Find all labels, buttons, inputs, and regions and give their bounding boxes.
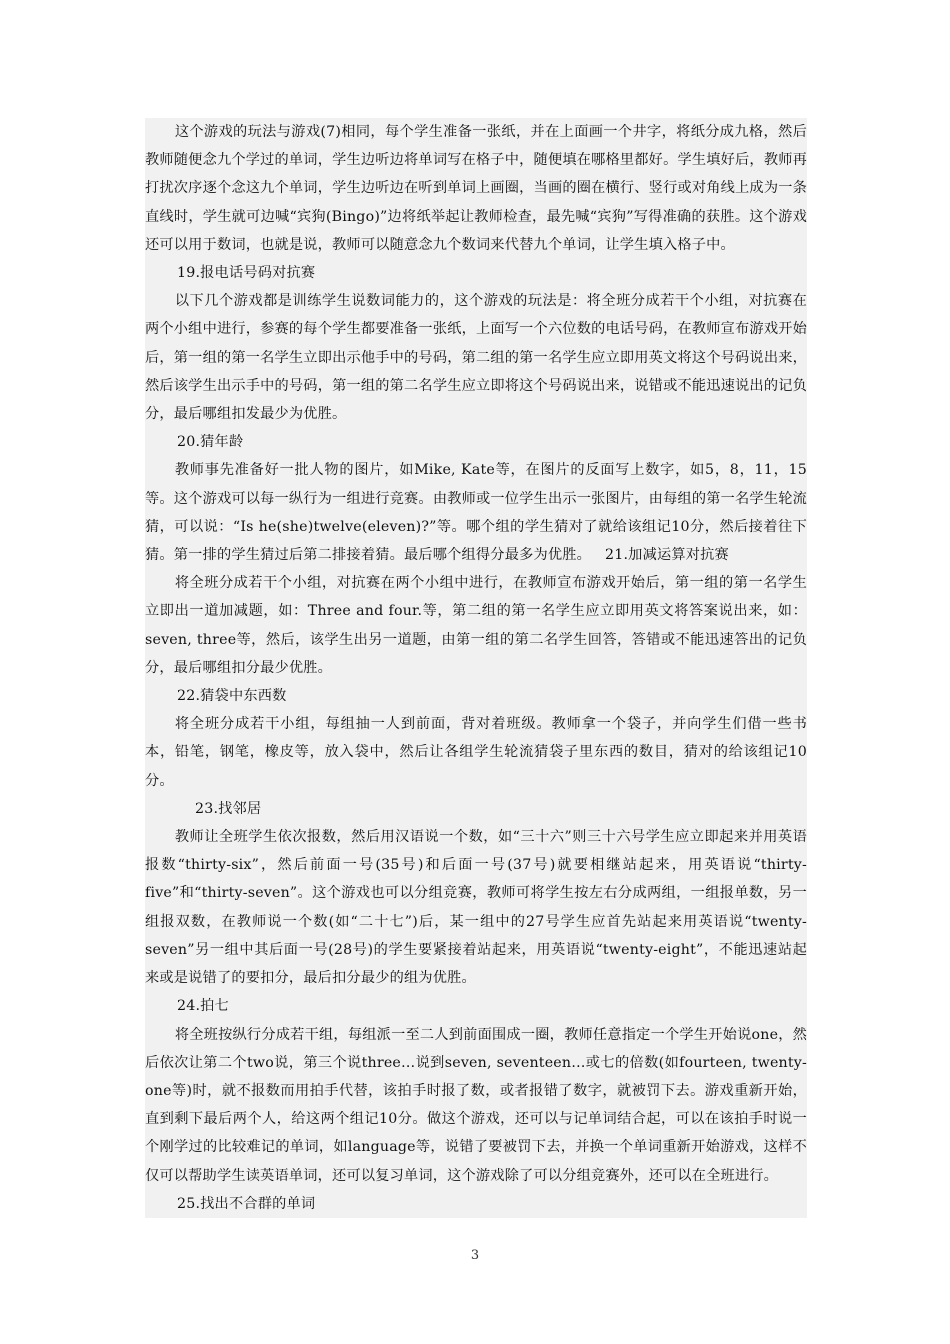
paragraph-guess-age-text: 教师事先准备好一批人物的图片，如Mike, Kate等，在图片的反面写上数字，如5，8，11，15等。这个游戏可以每一纵行为一组进行竞赛。由教师或一位学生出示一张图片，由每组的第一名学生轮流猜，可以说：“Is he(she)twelve(eleven)?”等。哪个组的学生猜对了就给该组记10分，然后接着往下猜。第一排的学生猜过后第二排接着猜。最后哪个组得分最多为优胜。 bbox=[145, 462, 807, 564]
paragraph-find-neighbors: 教师让全班学生依次报数，然后用汉语说一个数，如“三十六”则三十六号学生应立即起来并用英语报数“thirty-six”，然后前面一号(35号)和后面一号(37号)就要相继站起来，用英语说“thirty-five”和“thirty-seven”。这个游戏也可以分组竞赛，教师可将学生按左右分成两组，一组报单数，另一组报双数，在教师说一个数(如“二十七”)后，某一组中的27号学生应首先站起来用英语说“twenty-seven”另一组中其后面一号(28号)的学生要紧接着站起来，用英语说“twenty-eight”，不能迅速站起来或是说错了的要扣分，最后扣分最少的组为优胜。 bbox=[145, 829, 807, 987]
heading-guess-age: 20.猜年龄 bbox=[177, 434, 244, 451]
heading-guess-bag-count: 22.猜袋中东西数 bbox=[177, 688, 287, 705]
page-number: 3 bbox=[470, 1248, 480, 1263]
paragraph-guess-age bbox=[145, 456, 807, 569]
paragraph-bingo-game: 这个游戏的玩法与游戏(7)相同，每个学生准备一张纸，并在上面画一个井字，将纸分成九格，然后教师随便念九个学过的单词，学生边听边将单词写在格子中，随便填在哪格里都好。学生填好后，教师再打扰次序逐个念这九个单词，学生边听边在听到单词上画圈，当画的圈在横行、竖行或对角线上成为一条直线时，学生就可边喊“宾狗(Bingo)”边将纸举起让教师检查，最先喊“宾狗”写得准确的获胜。这个游戏还可以用于数词，也就是说，教师可以随意念九个数词来代替九个单词，让学生填入格子中。 bbox=[145, 124, 807, 253]
paragraph-phone-number-contest: 以下几个游戏都是训练学生说数词能力的，这个游戏的玩法是：将全班分成若干个小组，对抗赛在两个小组中进行，参赛的每个学生都要准备一张纸，上面写一个六位数的电话号码，在教师宣布游戏开始后，第一组的第一名学生立即出示他手中的号码，第二组的第一名学生应立即用英文将这个号码说出来，然后该学生出示手中的号码，第一组的第二名学生应立即将这个号码说出来，说错或不能迅速说出的记负分，最后哪组扣发最少为优胜。 bbox=[145, 293, 807, 423]
paragraph-guess-bag-count: 将全班分成若干小组，每组抽一人到前面，背对着班级。教师拿一个袋子，并向学生们借一些书本，铅笔，钢笔，橡皮等，放入袋中，然后让各组学生轮流猜袋子里东西的数目，猜对的给该组记10分。 bbox=[145, 716, 807, 789]
paragraph-clap-seven: 将全班按纵行分成若干组，每组派一至二人到前面围成一圈，教师任意指定一个学生开始说one，然后依次让第二个two说，第三个说three…说到seven, seventeen…或七的倍数(如fourteen, twenty-one等)时，就不报数而用拍手代替，该拍手时报了数，或者报错了数字，就被罚下去。游戏重新开始，直到剩下最后两个人，给这两个组记10分。做这个游戏，还可以与记单词结合起，可以在该拍手时说一个刚学过的比较难记的单词，如language等，说错了要被罚下去，并换一个单词重新开始游戏，这样不仅可以帮助学生读英语单词，还可以复习单词，这个游戏除了可以分组竞赛外，还可以在全班进行。 bbox=[145, 1026, 807, 1184]
heading-phone-number-contest: 19.报电话号码对抗赛 bbox=[177, 265, 316, 282]
heading-odd-word-out: 25.找出不合群的单词 bbox=[177, 1195, 316, 1212]
heading-find-neighbors: 23.找邻居 bbox=[195, 800, 262, 817]
body-text bbox=[145, 118, 807, 1218]
heading-arithmetic-contest: 21.加减运算对抗赛 bbox=[605, 547, 729, 564]
heading-clap-seven: 24.拍七 bbox=[177, 998, 229, 1015]
paragraph-arithmetic-contest: 将全班分成若干个小组，对抗赛在两个小组中进行，在教师宣布游戏开始后，第一组的第一名学生立即出一道加减题，如：Three and four.等，第二组的第一名学生应立即用英文将答案说出来，如：seven, three等，然后，该学生出另一道题，由第一组的第二名学生回答，答错或不能迅速答出的记负分，最后哪组扣分最少优胜。 bbox=[145, 575, 807, 676]
